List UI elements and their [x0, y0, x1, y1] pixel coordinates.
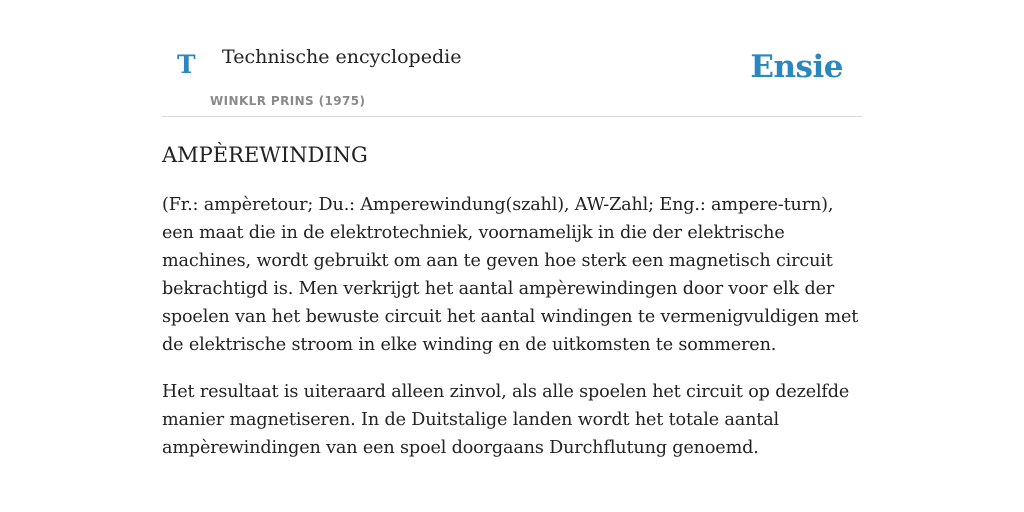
article-paragraph-1: (Fr.: ampèretour; Du.: Amperewindung(szahl), AW-Zahl; Eng.: ampere-turn), een maat die in de elektrotechniek, voornamelijk in die der elektrische machines, wordt gebruikt om aan te geven hoe sterk een magnetisch circuit bekrachtigd is. Men verkrijgt het aantal ampèrewindingen door voor elk der spoelen van het bewuste circuit het aantal windingen te vermenigvuldigen met de elektrische stroom in elke winding en de uitkomsten te sommeren. [162, 195, 859, 355]
article [162, 138, 862, 481]
encyclopedia-title-link[interactable]: Technische encyclopedie [222, 46, 462, 68]
article-title: AMPÈREWINDING [162, 143, 368, 167]
header [162, 0, 862, 117]
article-paragraph-2: Het resultaat is uiteraard alleen zinvol, als alle spoelen het circuit op dezelfde manier magnetiseren. In de Duitstalige landen wordt het totale aantal ampèrewindingen van een spoel doorgaans Durchflutung genoemd. [162, 382, 850, 458]
encyclopedia-logo-icon[interactable]: T [177, 50, 196, 79]
source-label: WINKLR PRINS (1975) [210, 94, 366, 108]
brand-logo-link[interactable]: Ensie [750, 49, 843, 85]
